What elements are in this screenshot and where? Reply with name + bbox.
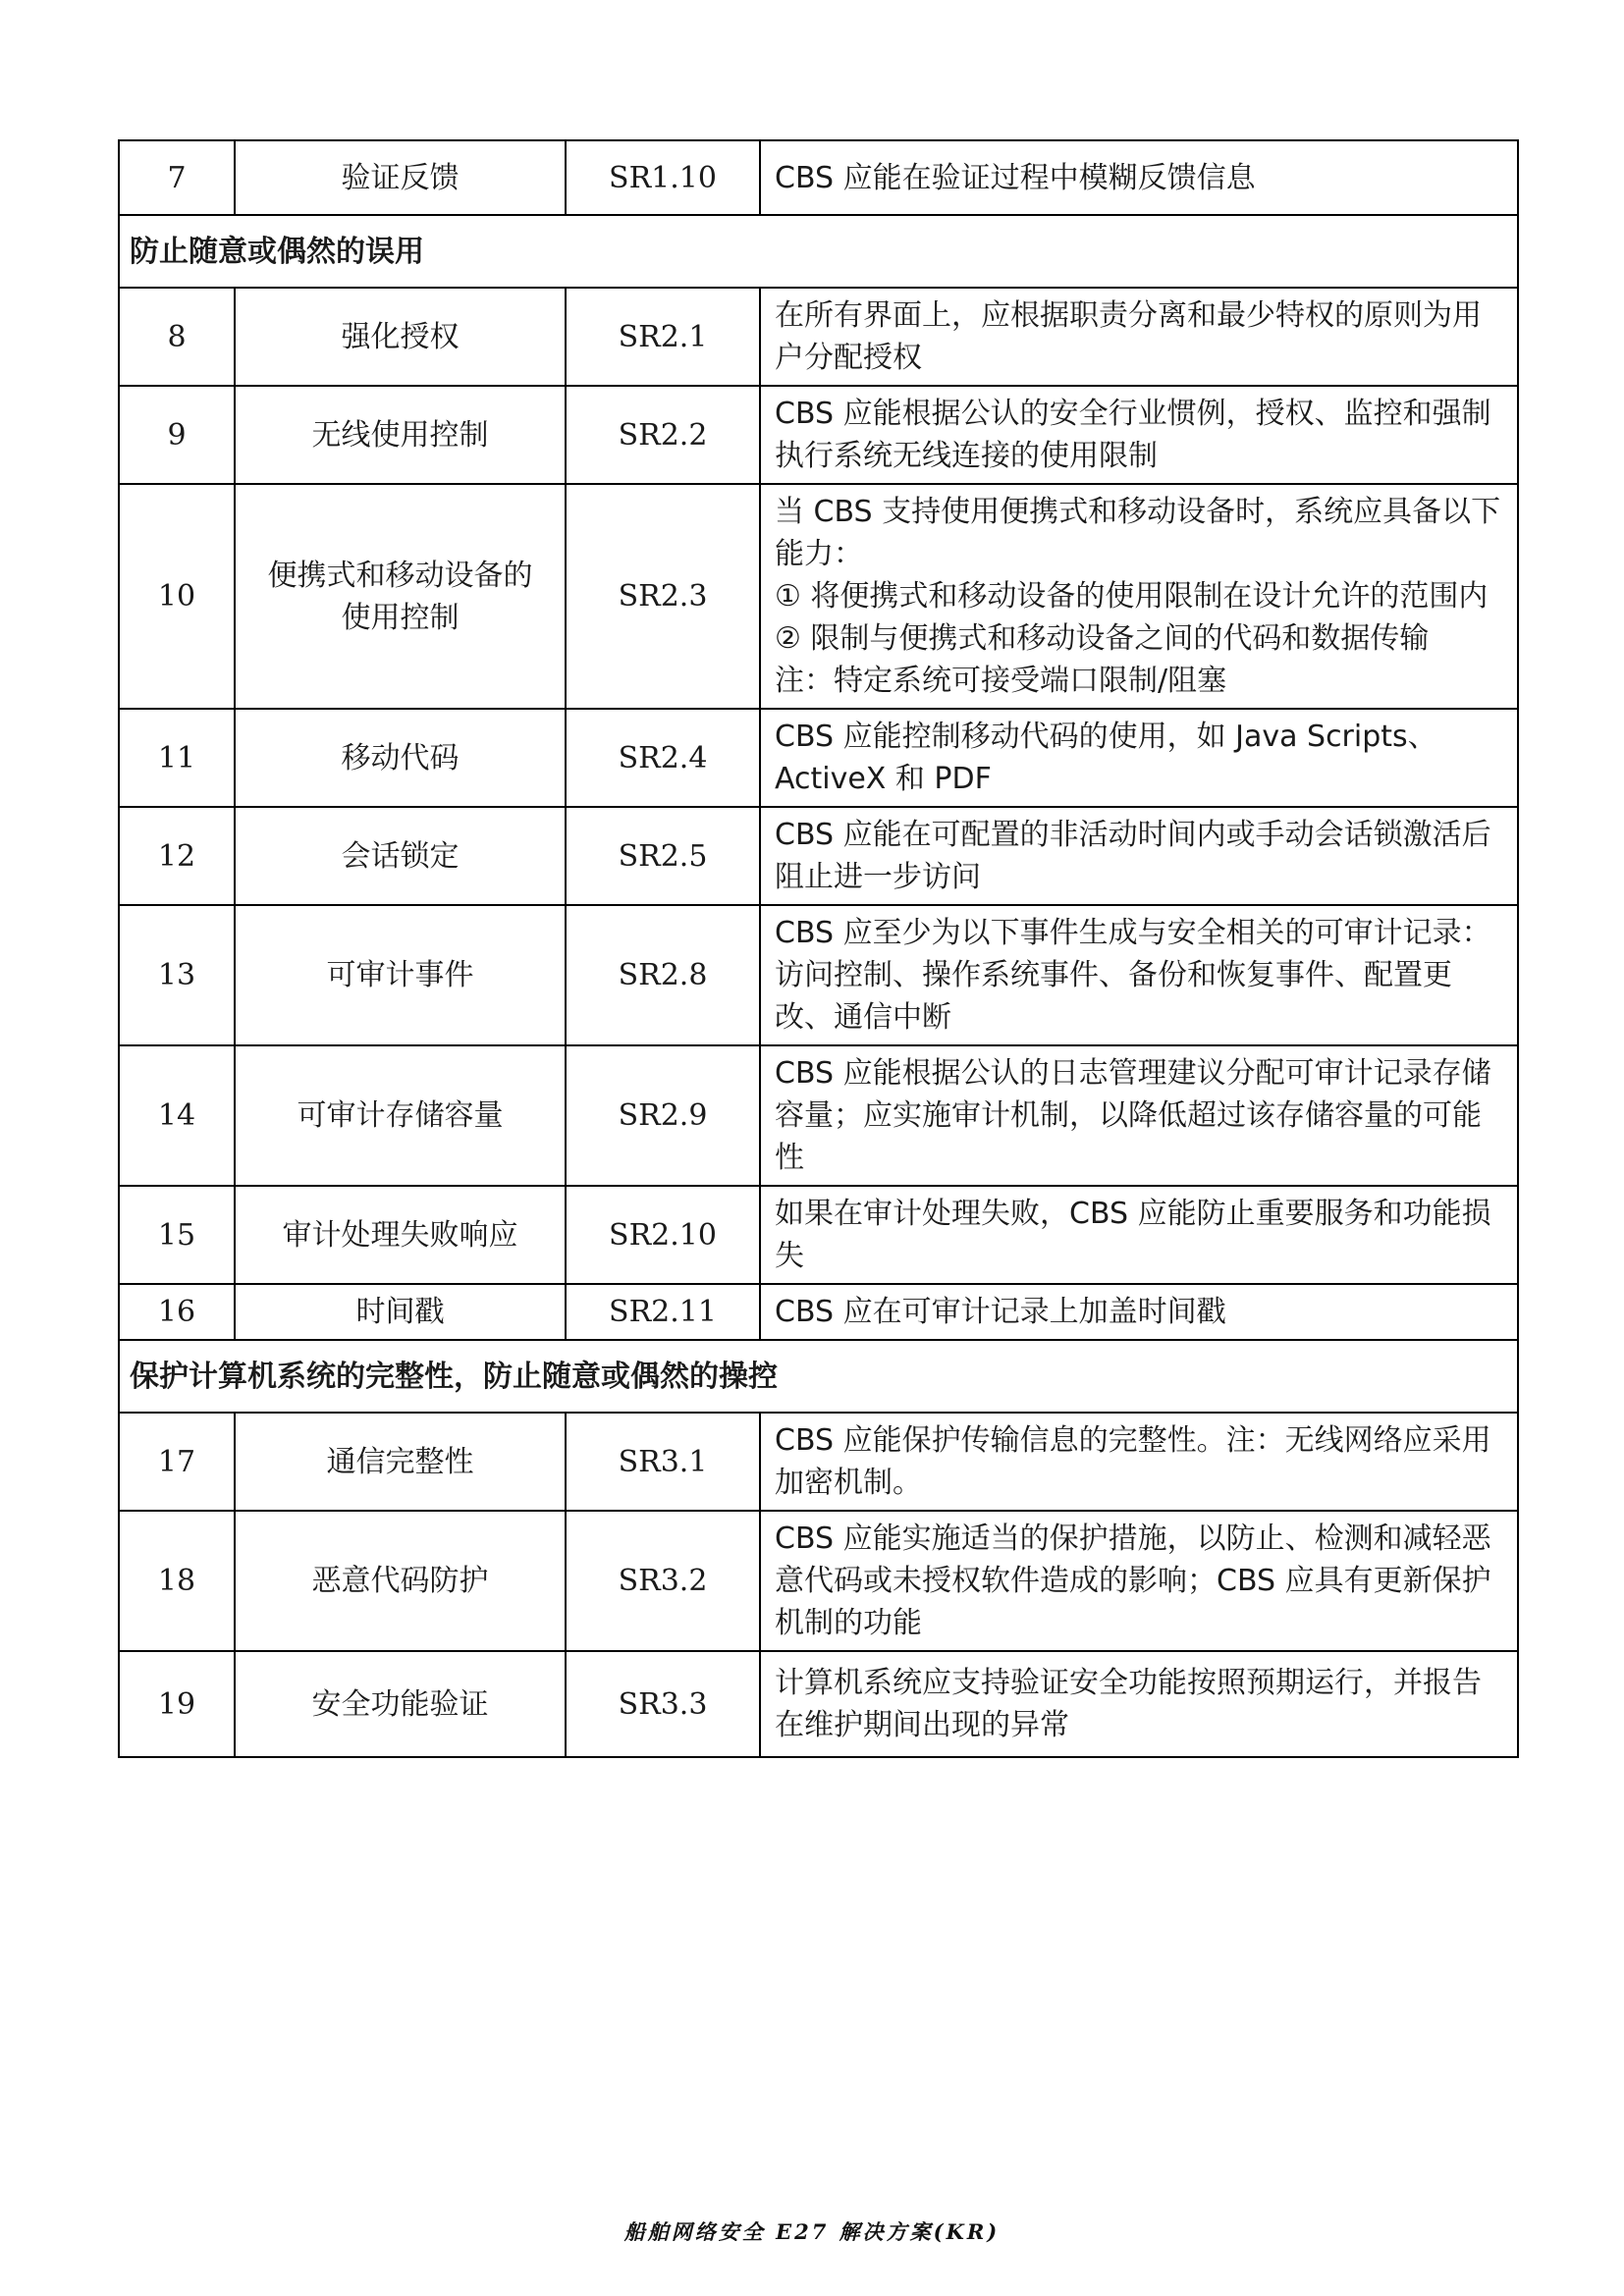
requirement-description <box>760 1651 1518 1757</box>
description-line: 如果在审计处理失败，CBS 应能防止重要服务和功能损失 <box>775 1197 1491 1273</box>
description-line: CBS 应能在验证过程中模糊反馈信息 <box>775 160 1256 195</box>
row-number: 7 <box>119 140 235 215</box>
description-line: CBS 应能实施适当的保护措施，以防止、检测和减轻恶意代码或未授权软件造成的影响；CBS 应具有更新保护机制的功能 <box>775 1522 1491 1640</box>
table-row <box>119 807 1518 905</box>
description-line: 计算机系统应支持验证安全功能按照预期运行，并报告在维护期间出现的异常 <box>775 1666 1482 1742</box>
requirement-description <box>760 1186 1518 1284</box>
requirement-name: 无线使用控制 <box>235 386 566 484</box>
requirement-name: 会话锁定 <box>235 807 566 905</box>
table-row <box>119 288 1518 386</box>
requirement-description <box>760 386 1518 484</box>
table-row <box>119 1651 1518 1757</box>
requirement-code: SR3.1 <box>566 1413 760 1511</box>
requirement-name: 便携式和移动设备的使用控制 <box>235 484 566 709</box>
requirement-name: 移动代码 <box>235 709 566 807</box>
requirement-name: 验证反馈 <box>235 140 566 215</box>
requirement-code: SR2.8 <box>566 905 760 1045</box>
requirement-code: SR2.11 <box>566 1284 760 1340</box>
requirement-description <box>760 807 1518 905</box>
requirement-code: SR2.10 <box>566 1186 760 1284</box>
row-number: 15 <box>119 1186 235 1284</box>
requirement-description <box>760 905 1518 1045</box>
requirement-description <box>760 140 1518 215</box>
table-row <box>119 484 1518 709</box>
row-number: 9 <box>119 386 235 484</box>
section-header-row <box>119 1340 1518 1413</box>
row-number: 8 <box>119 288 235 386</box>
table-row <box>119 1045 1518 1186</box>
requirement-name: 通信完整性 <box>235 1413 566 1511</box>
row-number: 12 <box>119 807 235 905</box>
section-title: 保护计算机系统的完整性，防止随意或偶然的操控 <box>119 1340 1518 1413</box>
description-line: 在所有界面上，应根据职责分离和最少特权的原则为用户分配授权 <box>775 298 1482 375</box>
requirement-description <box>760 1284 1518 1340</box>
table-row <box>119 709 1518 807</box>
requirement-name: 强化授权 <box>235 288 566 386</box>
requirement-name: 时间戳 <box>235 1284 566 1340</box>
requirement-description <box>760 1045 1518 1186</box>
table-row <box>119 1284 1518 1340</box>
row-number: 10 <box>119 484 235 709</box>
requirement-code: SR2.3 <box>566 484 760 709</box>
requirements-table <box>118 139 1519 1758</box>
section-header-row <box>119 215 1518 288</box>
description-line: ① 将便携式和移动设备的使用限制在设计允许的范围内 <box>775 579 1489 614</box>
requirement-description <box>760 1413 1518 1511</box>
section-title: 防止随意或偶然的误用 <box>119 215 1518 288</box>
requirement-name: 安全功能验证 <box>235 1651 566 1757</box>
requirement-name: 可审计存储容量 <box>235 1045 566 1186</box>
description-line: CBS 应能在可配置的非活动时间内或手动会话锁激活后阻止进一步访问 <box>775 818 1491 894</box>
requirement-name: 审计处理失败响应 <box>235 1186 566 1284</box>
row-number: 18 <box>119 1511 235 1651</box>
row-number: 17 <box>119 1413 235 1511</box>
table-row <box>119 140 1518 215</box>
requirement-code: SR3.2 <box>566 1511 760 1651</box>
description-line: CBS 应至少为以下事件生成与安全相关的可审计记录：访问控制、操作系统事件、备份和恢复事件、配置更改、通信中断 <box>775 916 1491 1035</box>
requirement-description <box>760 288 1518 386</box>
table-row <box>119 1186 1518 1284</box>
description-line: CBS 应能控制移动代码的使用，如 Java Scripts、ActiveX 和 PDF <box>775 720 1437 796</box>
row-number: 14 <box>119 1045 235 1186</box>
row-number: 19 <box>119 1651 235 1757</box>
table-row <box>119 1413 1518 1511</box>
description-line: ② 限制与便携式和移动设备之间的代码和数据传输 <box>775 621 1430 656</box>
description-line: CBS 应能根据公认的日志管理建议分配可审计记录存储容量；应实施审计机制，以降低超过该存储容量的可能性 <box>775 1056 1491 1175</box>
requirement-name: 可审计事件 <box>235 905 566 1045</box>
requirement-code: SR2.9 <box>566 1045 760 1186</box>
requirement-description <box>760 484 1518 709</box>
requirement-code: SR3.3 <box>566 1651 760 1757</box>
row-number: 16 <box>119 1284 235 1340</box>
requirement-code: SR1.10 <box>566 140 760 215</box>
row-number: 11 <box>119 709 235 807</box>
requirement-description <box>760 709 1518 807</box>
requirement-description <box>760 1511 1518 1651</box>
description-line: CBS 应能根据公认的安全行业惯例，授权、监控和强制执行系统无线连接的使用限制 <box>775 397 1491 473</box>
table-row <box>119 905 1518 1045</box>
description-line: 注：特定系统可接受端口限制/阻塞 <box>775 664 1227 698</box>
requirements-table-body <box>119 140 1518 1757</box>
requirement-code: SR2.4 <box>566 709 760 807</box>
requirement-code: SR2.5 <box>566 807 760 905</box>
requirement-code: SR2.2 <box>566 386 760 484</box>
description-line: 当 CBS 支持使用便携式和移动设备时，系统应具备以下能力： <box>775 495 1501 571</box>
page-footer: 船舶网络安全 E27 解决方案(KR) <box>623 2219 1001 2244</box>
row-number: 13 <box>119 905 235 1045</box>
requirement-name: 恶意代码防护 <box>235 1511 566 1651</box>
description-line: CBS 应在可审计记录上加盖时间戳 <box>775 1295 1226 1329</box>
description-line: CBS 应能保护传输信息的完整性。注：无线网络应采用加密机制。 <box>775 1423 1491 1500</box>
table-row <box>119 386 1518 484</box>
table-row <box>119 1511 1518 1651</box>
requirement-code: SR2.1 <box>566 288 760 386</box>
